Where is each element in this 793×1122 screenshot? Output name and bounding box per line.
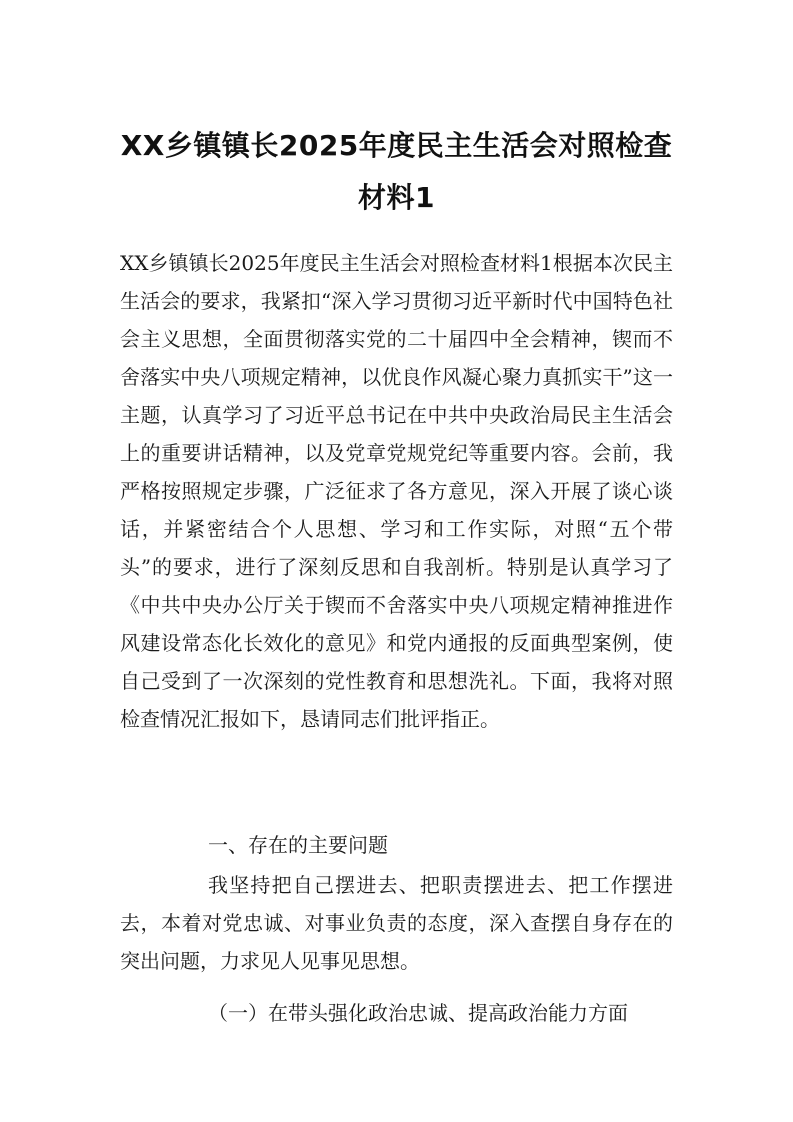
- subsection-heading-political-loyalty: （一）在带头强化政治忠诚、提高政治能力方面: [208, 1001, 628, 1025]
- document-title: XX乡镇镇长2025年度民主生活会对照检查材料1: [120, 129, 673, 214]
- intro-paragraph: XX乡镇镇长2025年度民主生活会对照检查材料1根据本次民主生活会的要求，我紧扣“深入学习贯彻习近平新时代中国特色社会主义思想，全面贯彻落实党的二十届四中全会精神，锲而不舍落实中央八项规定精神，以优良作风凝心聚力真抓实干”这一主题，认真学习了习近平总书记在中共中央政治局民主生活会上的重要讲话精神，以及党章党规党纪等重要内容。会前，我严格按照规定步骤，广泛征求了各方意见，深入开展了谈心谈话，并紧密结合个人思想、学习和工作实际，对照“五个带头”的要求，进行了深刻反思和自我剖析。特别是认真学习了《中共中央办公厅关于锲而不舍落实中央八项规定精神推进作风建设常态化长效化的意见》和党内通报的反面典型案例，使自己受到了一次深刻的党性教育和思想洗礼。下面，我将对照检查情况汇报如下，恳请同志们批评指正。: [120, 251, 673, 731]
- section-body-paragraph: 我坚持把自己摆进去、把职责摆进去、把工作摆进去，本着对党忠诚、对事业负责的态度，深入查摆自身存在的突出问题，力求见人见事见思想。: [120, 873, 673, 973]
- section-heading-problems: 一、存在的主要问题: [208, 833, 388, 857]
